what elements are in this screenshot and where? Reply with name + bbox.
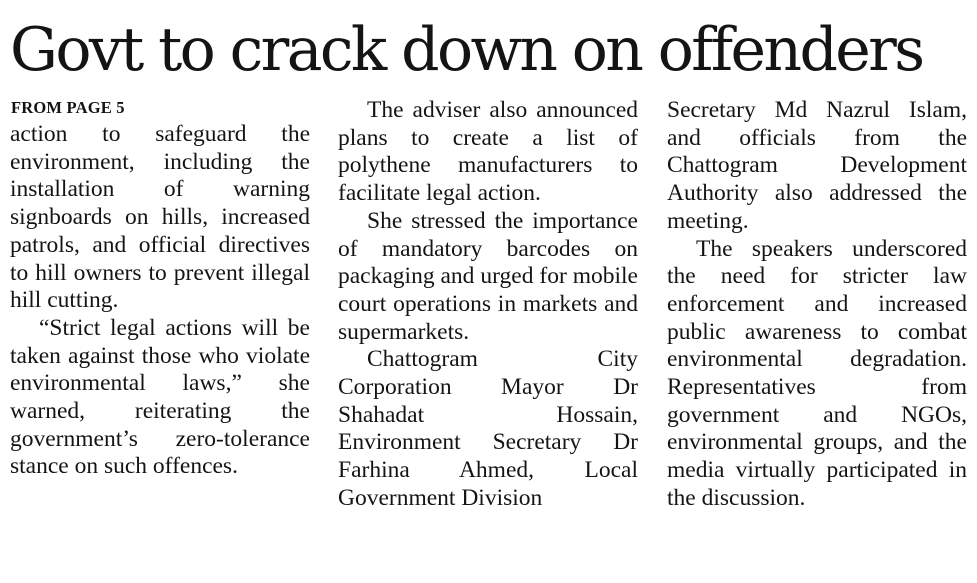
paragraph: She stressed the importance of mandatory barcodes on packaging and urged for mobile court operations in markets and supermarkets. <box>338 207 638 345</box>
paragraph: action to safeguard the environment, including the installation of warning signboards on hills, increased patrols, and official directives to hill owners to prevent illegal hill cutting. <box>10 121 310 314</box>
column-2 <box>338 97 638 513</box>
paragraph: The adviser also announced plans to create a list of polythene manufacturers to facilitate legal action. <box>338 97 638 207</box>
paragraph: The speakers underscored the need for stricter law enforcement and increased public awareness to combat environmental degradation. Representatives from government and NGOs, environmental groups, and the media virtually participated in the discussion. <box>667 235 967 511</box>
paragraph: Chattogram City Corporation Mayor Dr Shahadat Hossain, Environment Secretary Dr Farhina Ahmed, Local Government Division <box>338 346 638 511</box>
paragraph: Secretary Md Nazrul Islam, and officials from the Chattogram Development Authority also addressed the meeting. <box>667 97 967 234</box>
paragraph: “Strict legal actions will be taken against those who violate environmental laws,” she warned, reiterating the government’s zero-tolerance stance on such offences. <box>10 314 310 480</box>
column-1 <box>10 121 310 481</box>
headline: Govt to crack down on offenders <box>10 15 923 85</box>
continued-from-label: FROM PAGE 5 <box>11 98 125 117</box>
column-3 <box>667 97 967 513</box>
